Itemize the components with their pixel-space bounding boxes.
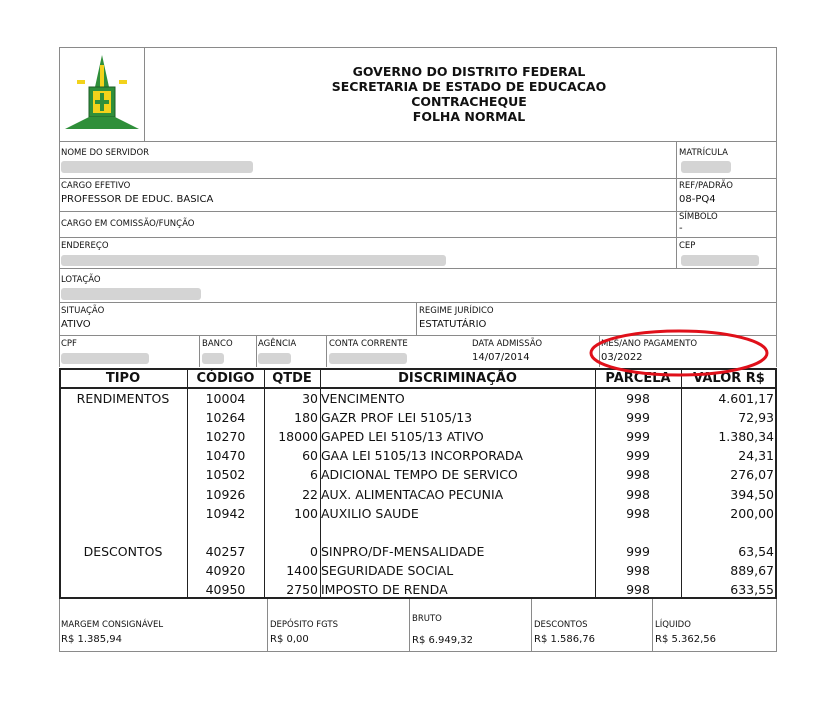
- highlight-circle: [584, 324, 774, 382]
- logo-box: [59, 47, 145, 142]
- discriminacao-cell: AUXILIO SAUDE: [321, 505, 419, 521]
- cep-redacted: [681, 255, 759, 266]
- valor-cell: 72,93: [738, 410, 774, 426]
- banco-label: BANCO: [202, 339, 233, 349]
- parcela-cell: 999: [626, 410, 650, 426]
- matricula-label: MATRÍCULA: [679, 148, 728, 158]
- tipo-cell: DESCONTOS: [83, 543, 163, 559]
- cpf-redacted: [61, 353, 149, 364]
- discriminacao-cell: ADICIONAL TEMPO DE SERVICO: [321, 467, 518, 483]
- qtde-cell: 6: [310, 467, 318, 483]
- conta-label: CONTA CORRENTE: [329, 339, 408, 349]
- tipo-cell: RENDIMENTOS: [76, 391, 170, 406]
- cep-label: CEP: [679, 241, 696, 251]
- qtde-cell: 0: [310, 543, 318, 559]
- situacao-label: SITUAÇÃO: [61, 306, 105, 316]
- header-codigo: CÓDIGO: [196, 371, 255, 386]
- liquido-value: R$ 5.362,56: [655, 634, 717, 645]
- header-valor: VALOR R$: [693, 371, 765, 386]
- discriminacao-cell: IMPOSTO DE RENDA: [321, 582, 448, 597]
- conta-redacted: [329, 353, 407, 364]
- valor-cell: 24,31: [738, 448, 774, 464]
- qtde-cell: 30: [302, 391, 318, 406]
- header-qtde: QTDE: [272, 371, 312, 386]
- parcela-cell: 998: [626, 486, 650, 502]
- title-line: SECRETARIA DE ESTADO DE EDUCACAO: [331, 79, 607, 94]
- codigo-cell: 10004: [205, 391, 246, 406]
- valor-cell: 276,07: [730, 467, 774, 483]
- nome-redacted: [61, 161, 253, 173]
- simbolo-label: SÍMBOLO: [679, 212, 718, 222]
- valor-cell: 63,54: [738, 543, 774, 559]
- comissao-label: CARGO EM COMISSÃO/FUNÇÃO: [61, 219, 195, 229]
- cargo-label: CARGO EFETIVO: [61, 181, 131, 191]
- endereco-label: ENDEREÇO: [61, 241, 109, 251]
- bruto-label: BRUTO: [412, 614, 442, 624]
- codigo-cell: 10502: [205, 467, 246, 483]
- descontos-value: R$ 1.586,76: [534, 634, 596, 645]
- regime-value: ESTATUTÁRIO: [419, 319, 487, 330]
- codigo-cell: 10270: [205, 429, 246, 445]
- qtde-cell: 100: [294, 505, 318, 521]
- discriminacao-cell: GAPED LEI 5105/13 ATIVO: [321, 429, 484, 445]
- parcela-cell: 998: [626, 505, 650, 521]
- discriminacao-cell: GAZR PROF LEI 5105/13: [321, 410, 473, 426]
- ref-value: 08-PQ4: [679, 194, 716, 205]
- codigo-cell: 40950: [205, 582, 246, 597]
- header-tipo: TIPO: [105, 371, 141, 386]
- codigo-cell: 10264: [205, 410, 246, 426]
- qtde-cell: 18000: [278, 429, 318, 445]
- discriminacao-cell: SEGURIDADE SOCIAL: [321, 562, 454, 578]
- mes-pagamento-label: MÊS/ANO PAGAMENTO: [601, 339, 698, 349]
- header-parcela: PARCELA: [605, 371, 671, 386]
- codigo-cell: 10942: [205, 505, 246, 521]
- parcela-cell: 999: [626, 448, 650, 464]
- qtde-cell: 2750: [286, 582, 318, 597]
- brasilia-coat-of-arms-icon: [59, 47, 145, 142]
- qtde-cell: 1400: [286, 562, 318, 578]
- parcela-cell: 999: [626, 429, 650, 445]
- lotacao-label: LOTAÇÃO: [61, 275, 101, 285]
- ref-label: REF/PADRÃO: [679, 181, 733, 191]
- bruto-value: R$ 6.949,32: [412, 635, 474, 646]
- valor-cell: 633,55: [730, 582, 774, 597]
- fgts-label: DEPÓSITO FGTS: [270, 620, 338, 630]
- endereco-redacted: [61, 255, 446, 266]
- matricula-redacted: [681, 161, 731, 173]
- valor-cell: 889,67: [730, 562, 774, 578]
- parcela-cell: 998: [626, 467, 650, 483]
- cpf-label: CPF: [61, 339, 77, 349]
- agencia-label: AGÊNCIA: [258, 339, 297, 349]
- header-discriminacao: DISCRIMINAÇÃO: [398, 371, 517, 386]
- nome-label: NOME DO SERVIDOR: [61, 148, 150, 158]
- lotacao-redacted: [61, 288, 201, 300]
- parcela-cell: 998: [626, 391, 650, 406]
- regime-label: REGIME JURÍDICO: [419, 306, 494, 316]
- banco-redacted: [202, 353, 224, 364]
- valor-cell: 394,50: [730, 486, 774, 502]
- qtde-cell: 180: [294, 410, 318, 426]
- title-line: CONTRACHEQUE: [411, 94, 527, 109]
- descontos-label: DESCONTOS: [534, 620, 588, 630]
- title-line: FOLHA NORMAL: [412, 109, 526, 124]
- cargo-value: PROFESSOR DE EDUC. BASICA: [61, 194, 214, 205]
- paycheck-document: [59, 47, 777, 652]
- liquido-label: LÍQUIDO: [655, 620, 691, 630]
- valor-cell: 1.380,34: [718, 429, 774, 445]
- parcela-cell: 998: [626, 562, 650, 578]
- codigo-cell: 10470: [205, 448, 246, 464]
- discriminacao-cell: VENCIMENTO: [321, 391, 405, 406]
- agencia-redacted: [258, 353, 291, 364]
- admissao-value: 14/07/2014: [472, 352, 530, 363]
- codigo-cell: 10926: [205, 486, 246, 502]
- margem-label: MARGEM CONSIGNÁVEL: [61, 620, 164, 630]
- fgts-value: R$ 0,00: [270, 634, 309, 645]
- simbolo-value: -: [679, 223, 683, 234]
- qtde-cell: 22: [302, 486, 318, 502]
- discriminacao-cell: GAA LEI 5105/13 INCORPORADA: [321, 448, 523, 464]
- qtde-cell: 60: [302, 448, 318, 464]
- valor-cell: 200,00: [730, 505, 774, 521]
- document-title: [219, 64, 719, 124]
- codigo-cell: 40920: [205, 562, 246, 578]
- discriminacao-cell: SINPRO/DF-MENSALIDADE: [321, 543, 485, 559]
- situacao-value: ATIVO: [61, 319, 91, 330]
- title-line: GOVERNO DO DISTRITO FEDERAL: [352, 64, 586, 79]
- admissao-label: DATA ADMISSÃO: [472, 339, 543, 349]
- margem-value: R$ 1.385,94: [61, 634, 123, 645]
- codigo-cell: 40257: [205, 543, 246, 559]
- parcela-cell: 999: [626, 543, 650, 559]
- discriminacao-cell: AUX. ALIMENTACAO PECUNIA: [321, 486, 504, 502]
- parcela-cell: 998: [626, 582, 650, 597]
- valor-cell: 4.601,17: [718, 391, 774, 406]
- mes-pagamento-value: 03/2022: [601, 352, 643, 363]
